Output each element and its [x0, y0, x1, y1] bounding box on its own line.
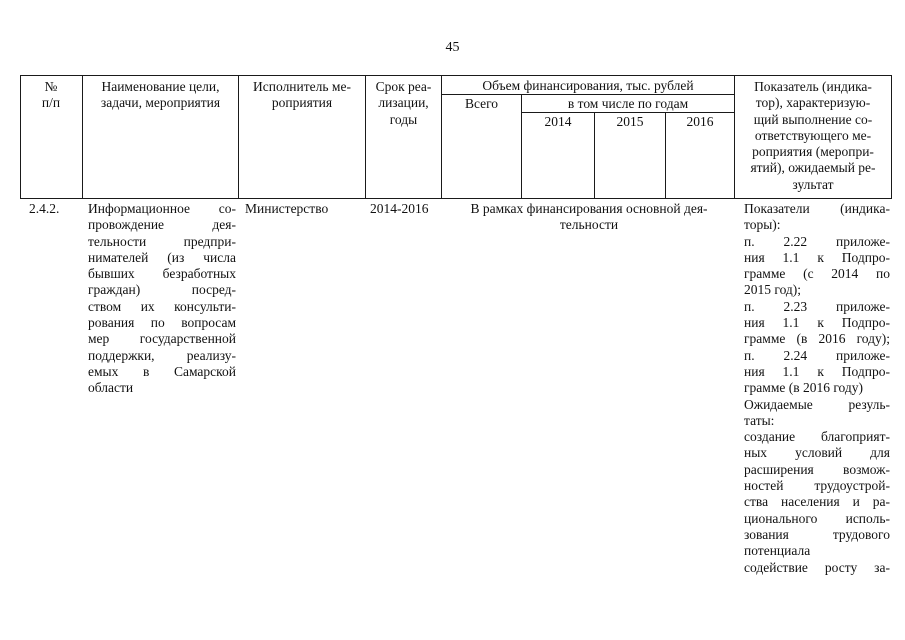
- page-number: 45: [445, 40, 460, 55]
- row-indicator: Показатели (индика- торы): п. 2.22 приложе- ния 1.1 к Подпро- грамме (с 2014 по 2015 год); п. 2.23 приложе- ния 1.1 к Подпро- грамме (в 2016 году); п. 2.24 приложе- ния 1.1 к Подпро- грамме (в 2016 году) Ожидаемые резуль- таты: создание благоприят- ных условий для расширения возмож- ностей трудоустрой- ства населения и ра- ционального исполь- зования трудового потенциала содействие росту за-: [744, 201, 890, 575]
- header-total: Всего: [464, 96, 499, 111]
- header-executor: Исполнитель ме- роприятия: [253, 79, 351, 111]
- header-num: № п/п: [41, 79, 61, 111]
- header-year-2016: 2016: [686, 114, 714, 129]
- row-term: 2014-2016: [370, 201, 429, 216]
- header-year-2014: 2014: [544, 114, 572, 129]
- row-name: Информационное со- провождение дея- тельности предпри- нимателей (из числа бывших безработных граждан) посред- ством их консульти- рования по вопросам мер государственной поддержки, реализу- емых в Самарской области: [88, 201, 236, 396]
- table-top-border: [20, 75, 892, 76]
- header-indicator: Показатель (индика- тор), характеризую- щий выполнение со- ответствующего ме- роприятия (меропри- ятий), ожидаемый ре- зультат: [750, 79, 876, 192]
- row-finance: В рамках финансирования основной дея- тельности: [470, 201, 708, 233]
- header-by-years: в том числе по годам: [567, 96, 689, 111]
- header-year-2015: 2015: [616, 114, 644, 129]
- border-right: [891, 75, 892, 198]
- header-term: Срок реа- лизации, годы: [375, 79, 432, 127]
- header-finance: Объем финансирования, тыс. рублей: [482, 78, 694, 93]
- header-bottom-border: [20, 198, 892, 199]
- header-name: Наименование цели, задачи, мероприятия: [100, 79, 221, 111]
- row-number: 2.4.2.: [29, 201, 60, 216]
- row-executor: Министерство: [245, 201, 329, 216]
